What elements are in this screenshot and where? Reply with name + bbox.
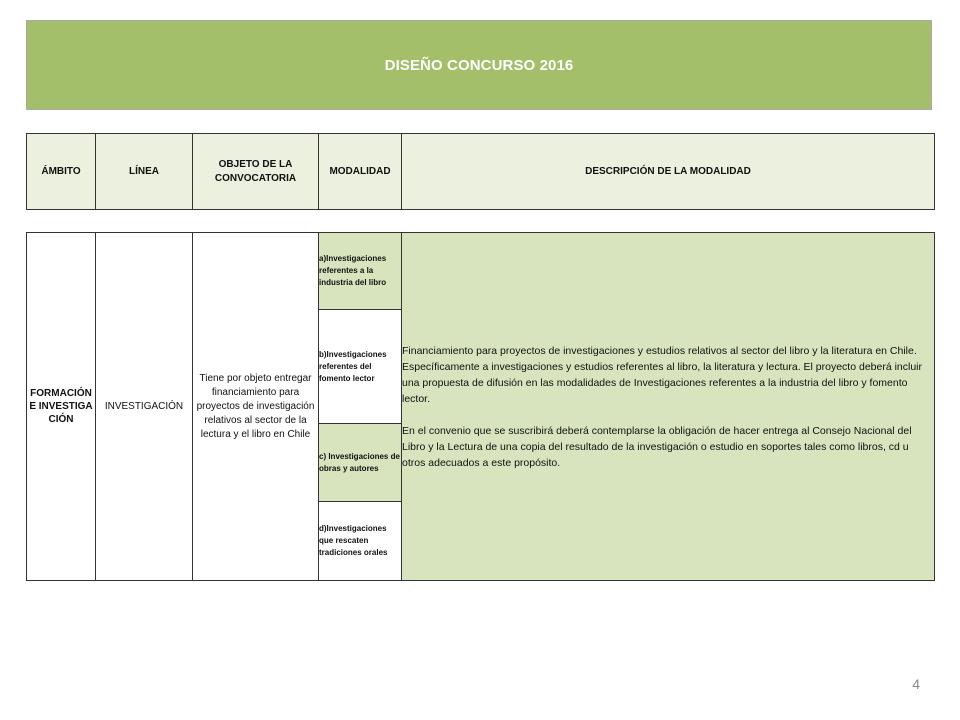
cell-linea: INVESTIGACIÓN [96, 233, 193, 581]
content-table [26, 232, 935, 581]
header-row [27, 134, 935, 210]
table-row [27, 233, 935, 310]
descripcion-paragraph-2: En el convenio que se suscribirá deberá contemplarse la obligación de hacer entrega al Consejo Nacional del Libro y la Lectura de una copia del resultado de la investigación o estudio en soportes tales como libros, cd u otros adecuados a este propósito. [402, 424, 912, 469]
header-table [26, 133, 935, 210]
cell-descripcion [402, 233, 935, 581]
banner-title: DISEÑO CONCURSO 2016 [384, 56, 574, 74]
modalidad-b: b)Investigaciones referentes del fomento lector [319, 310, 402, 424]
modalidad-c: c) Investigaciones de obras y autores [319, 424, 402, 502]
page-number: 4 [912, 676, 920, 692]
header-modalidad: MODALIDAD [319, 134, 402, 210]
title-banner [26, 20, 932, 110]
header-linea: LÍNEA [96, 134, 193, 210]
cell-objeto: Tiene por objeto entregar financiamiento para proyectos de investigación relativos al sector de la lectura y el libro en Chile [193, 233, 319, 581]
descripcion-spacer [402, 407, 934, 423]
header-ambito: ÁMBITO [27, 134, 96, 210]
modalidad-a: a)Investigaciones referentes a la industria del libro [319, 233, 402, 310]
header-objeto: OBJETO DE LA CONVOCATORIA [193, 134, 319, 210]
cell-ambito: FORMACIÓN E INVESTIGACIÓN [27, 233, 96, 581]
modalidad-d: d)Investigaciones que rescaten tradiciones orales [319, 502, 402, 581]
header-descripcion: DESCRIPCIÓN DE LA MODALIDAD [402, 134, 935, 210]
descripcion-paragraph-1: Financiamiento para proyectos de investigaciones y estudios relativos al sector del libro y la literatura en Chile. Específicamente a investigaciones y estudios referentes al libro, la literatura y lectura. El proyecto deberá incluir una propuesta de difusión en las modalidades de Investigaciones referentes a la industria del libro y fomento lector. [402, 344, 923, 405]
